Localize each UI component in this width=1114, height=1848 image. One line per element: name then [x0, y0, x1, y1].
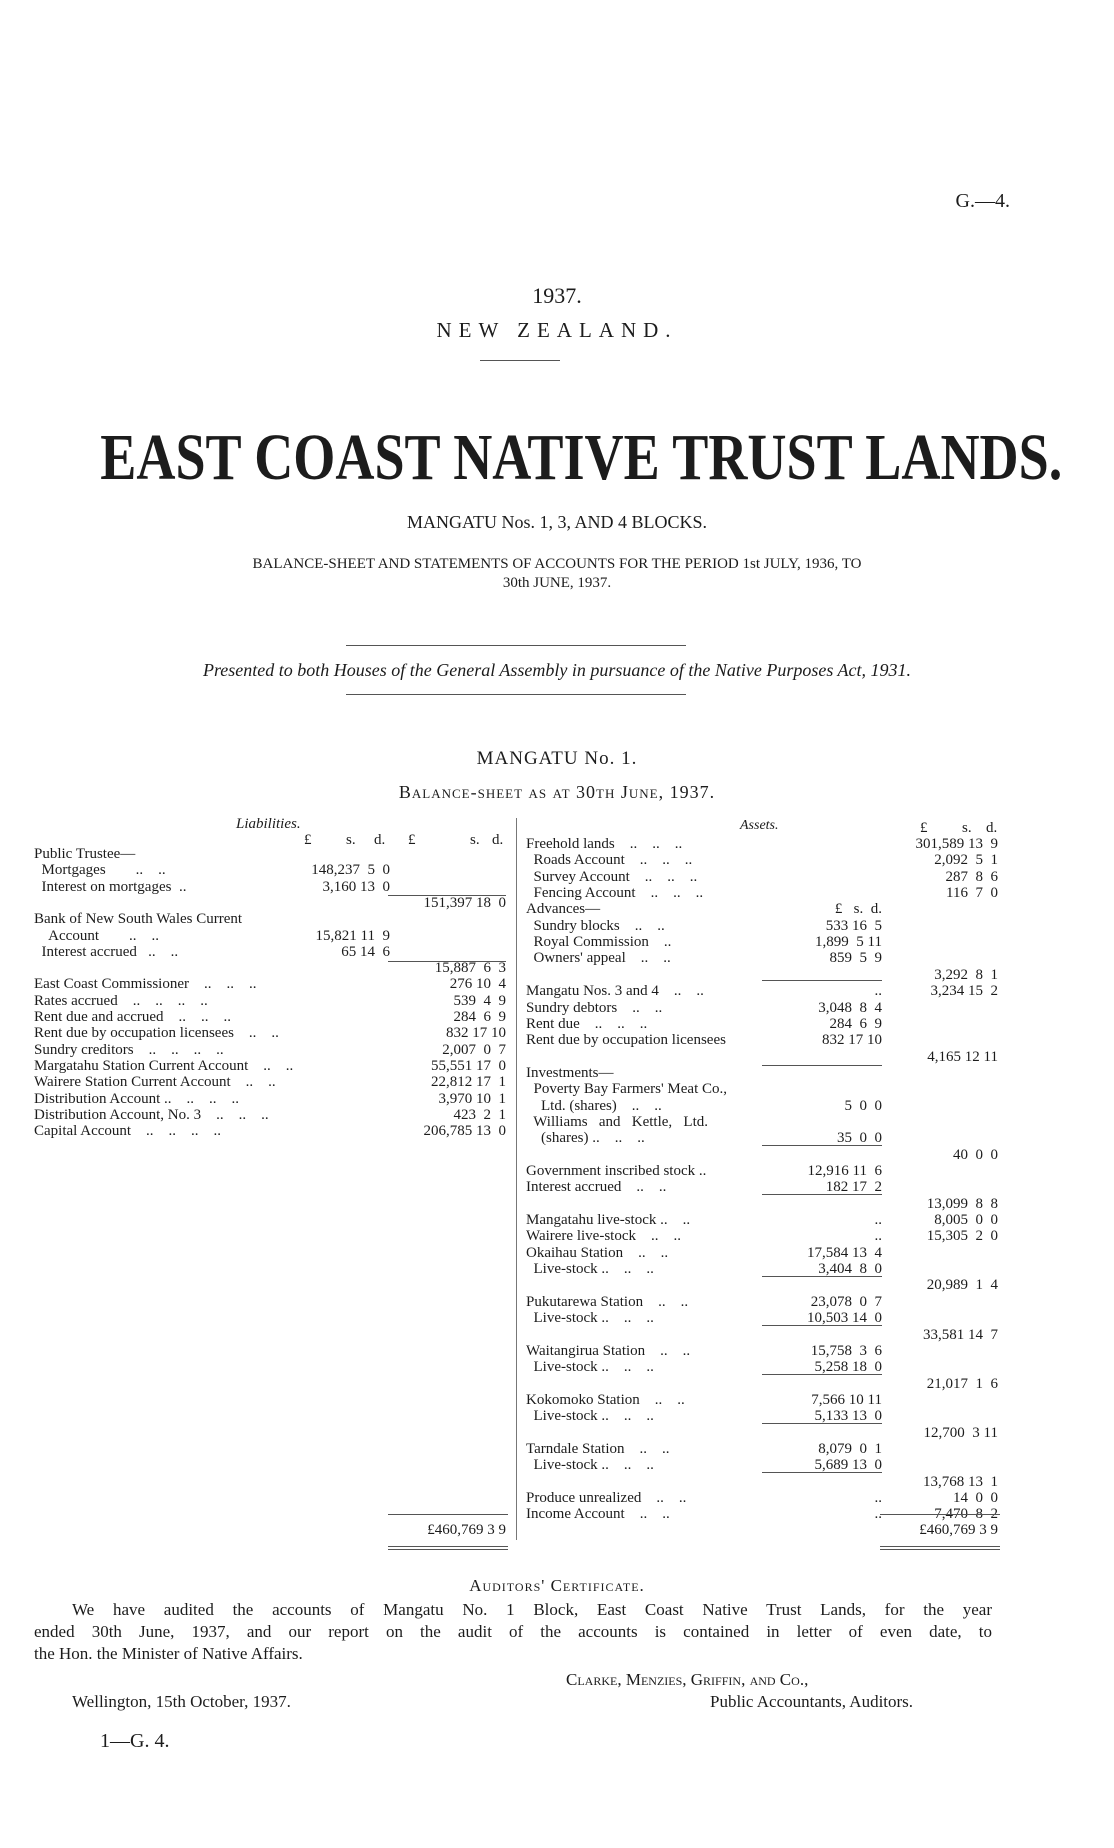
total-rule [880, 1546, 1000, 1547]
row-amount-inner: 7,566 10 11 [811, 1391, 882, 1408]
row-label: (shares) .. .. .. [526, 1130, 645, 1147]
statement-line-1: BALANCE-SHEET AND STATEMENTS OF ACCOUNTS FOR THE PERIOD 1st JULY, 1936, TO [252, 556, 862, 572]
liabilities-heading: Liabilities. [236, 816, 301, 832]
row-label: Sundry blocks .. .. [526, 917, 665, 934]
auditors-heading: Auditors' Certificate. [469, 1576, 645, 1595]
row-label: Capital Account .. .. .. .. [34, 1123, 222, 1140]
row-label: Live-stock .. .. .. [526, 1408, 654, 1425]
auditors-role: Public Accountants, Auditors. [710, 1692, 914, 1711]
page-footer: 1—G. 4. [100, 1730, 170, 1752]
row-label: Mangatu Nos. 3 and 4 .. .. [526, 983, 704, 1000]
total-rule [388, 1546, 508, 1547]
subtotal-rule [388, 895, 506, 896]
row-label: Interest on mortgages .. [34, 878, 187, 895]
row-amount-inner: 1,899 5 11 [815, 934, 882, 951]
row-label: Waitangirua Station .. .. [526, 1342, 691, 1359]
subtotal-rule [762, 980, 882, 981]
row-label: Freehold lands .. .. .. [526, 836, 683, 852]
row-label: Produce unrealized .. .. [526, 1490, 687, 1506]
row-label: Mangatahu live-stock .. .. [526, 1212, 691, 1229]
row-amount-total: 3,292 8 1 [934, 966, 998, 983]
document-subtitle: MANGATU Nos. 1, 3, AND 4 BLOCKS. [406, 512, 708, 532]
row-amount-inner: .. [874, 1212, 882, 1229]
row-amount-total: 116 7 0 [946, 885, 998, 902]
row-label: Royal Commission .. [526, 934, 672, 951]
section-title: MANGATU No. 1. [476, 748, 638, 769]
row-amount-total: 13,099 8 8 [926, 1195, 998, 1212]
row-label: Roads Account .. .. .. [526, 852, 693, 869]
auditors-firm: Clarke, Menzies, Griffin, and Co., [566, 1670, 809, 1689]
row-label: Sundry creditors .. .. .. .. [34, 1041, 224, 1058]
row-amount-total: 276 10 4 [449, 976, 506, 993]
row-label: Account .. .. [34, 927, 159, 944]
row-amount-total: 15,887 6 3 [434, 960, 506, 977]
row-amount-inner: 15,821 11 9 [315, 927, 390, 944]
subtotal-rule [762, 1472, 882, 1473]
row-amount-total: 55,551 17 0 [431, 1057, 506, 1074]
row-amount-inner: 533 16 5 [825, 917, 882, 934]
row-amount-total: 3,234 15 2 [930, 983, 998, 1000]
row-label: Live-stock .. .. .. [526, 1261, 654, 1278]
row-label: Advances— [526, 901, 601, 918]
row-label: Kokomoko Station .. .. [526, 1391, 685, 1408]
row-amount-total: 12,700 3 11 [923, 1424, 998, 1441]
row-amount-inner: £ s. d. [834, 901, 882, 918]
place-date: Wellington, 15th October, 1937. [72, 1692, 291, 1711]
row-label: Pukutarewa Station .. .. [526, 1293, 689, 1310]
row-label: Distribution Account .. .. .. .. [34, 1090, 239, 1107]
row-label: Interest accrued .. .. [34, 943, 179, 960]
row-amount-total: 4,165 12 11 [927, 1048, 998, 1065]
total-rule [388, 1549, 508, 1550]
row-amount-inner: 12,916 11 6 [807, 1163, 882, 1179]
row-amount-inner: 23,078 0 7 [810, 1293, 882, 1310]
row-amount-inner: 5,258 18 0 [814, 1359, 882, 1376]
divider [346, 694, 686, 695]
row-amount-inner: 3,404 8 0 [818, 1261, 882, 1278]
row-amount-inner: 35 0 0 [837, 1130, 882, 1147]
row-amount-inner: 3,048 8 4 [818, 999, 882, 1016]
total-rule [880, 1549, 1000, 1550]
assets-heading: Assets. [740, 818, 779, 833]
row-label: Distribution Account, No. 3 .. .. .. [34, 1106, 269, 1123]
row-amount-total: 33,581 14 7 [923, 1326, 998, 1343]
row-amount-total: 14 0 0 [953, 1490, 998, 1506]
row-amount-total: 8,005 0 0 [934, 1212, 998, 1229]
row-amount-inner: 15,758 3 6 [810, 1342, 882, 1359]
row-label: Tarndale Station .. .. [526, 1440, 670, 1457]
row-amount-inner: 8,079 0 1 [818, 1440, 882, 1457]
row-label: Ltd. (shares) .. .. [526, 1097, 662, 1114]
subtotal-rule [762, 1374, 882, 1375]
statement-line-2: 30th JUNE, 1937. [502, 575, 612, 591]
subtotal-rule [762, 1065, 882, 1066]
row-label: Live-stock .. .. .. [526, 1457, 654, 1474]
row-amount-total: 21,017 1 6 [926, 1375, 998, 1392]
document-reference: G.—4. [955, 190, 1010, 212]
row-amount-total: 284 6 9 [453, 1009, 506, 1025]
row-label: Sundry debtors .. .. [526, 999, 663, 1016]
row-label: Investments— [526, 1064, 614, 1081]
row-label: Okaihau Station .. .. [526, 1244, 669, 1261]
row-label: Live-stock .. .. .. [526, 1359, 654, 1376]
row-amount-inner: .. [874, 1228, 882, 1245]
subtotal-rule [388, 961, 506, 962]
divider [480, 360, 560, 361]
document-title: EAST COAST NATIVE TRUST LANDS. [100, 421, 1063, 494]
total-rule [388, 1514, 508, 1515]
row-amount-inner: 284 6 9 [829, 1015, 882, 1032]
subtotal-rule [762, 1325, 882, 1326]
auditors-text-line-3: the Hon. the Minister of Native Affairs. [34, 1644, 303, 1663]
row-amount-total: 22,812 17 1 [431, 1074, 506, 1091]
row-label: Margatahu Station Current Account .. .. [34, 1057, 294, 1074]
row-amount-inner: 65 14 6 [341, 943, 390, 960]
row-label: Rent due by occupation licensees [526, 1032, 726, 1049]
row-label: Wairere Station Current Account .. .. [34, 1074, 276, 1091]
row-amount-total: 3,970 10 1 [438, 1090, 506, 1107]
row-label: Interest accrued .. .. [526, 1179, 667, 1196]
subtotal-rule [762, 1276, 882, 1277]
year: 1937. [532, 283, 582, 308]
row-label: Live-stock .. .. .. [526, 1310, 654, 1327]
subtotal-rule [762, 1194, 882, 1195]
row-amount-inner: 17,584 13 4 [807, 1244, 882, 1261]
row-amount-total: 20,989 1 4 [926, 1277, 998, 1294]
row-amount-inner: .. [874, 1490, 882, 1506]
row-label: Bank of New South Wales Current [34, 911, 243, 928]
row-label: Rates accrued .. .. .. .. [34, 992, 208, 1009]
row-label: Government inscribed stock .. [526, 1163, 707, 1179]
assets-total: £460,769 3 9 [919, 1522, 998, 1538]
row-label: East Coast Commissioner .. .. .. [34, 976, 257, 993]
row-label: Fencing Account .. .. .. [526, 885, 704, 902]
column-separator [516, 818, 517, 1540]
row-amount-inner: 182 17 2 [825, 1179, 882, 1196]
country: NEW ZEALAND. [436, 318, 678, 342]
row-label: Rent due by occupation licensees .. .. [34, 1025, 279, 1042]
row-label: Poverty Bay Farmers' Meat Co., [526, 1081, 728, 1098]
row-amount-inner: .. [874, 1506, 882, 1523]
row-amount-total: 206,785 13 0 [423, 1123, 506, 1140]
row-label: Rent due and accrued .. .. .. [34, 1009, 232, 1025]
row-amount-total: 2,007 0 7 [442, 1041, 506, 1058]
subtotal-rule [762, 1423, 882, 1424]
row-label: Williams and Kettle, Ltd. [526, 1113, 709, 1130]
total-rule [880, 1514, 1000, 1515]
row-amount-inner: .. [874, 983, 882, 1000]
row-amount-total: 13,768 13 1 [923, 1473, 998, 1490]
row-amount-inner: 832 17 10 [822, 1032, 882, 1049]
row-amount-total: 301,589 13 9 [915, 836, 998, 852]
row-amount-total: 539 4 9 [453, 992, 506, 1009]
row-amount-total: 2,092 5 1 [934, 852, 998, 869]
presented-note: Presented to both Houses of the General Assembly in pursuance of the Native Purposes Act, 1931. [202, 660, 912, 680]
row-label: Mortgages .. .. [34, 862, 166, 879]
row-amount-total: 15,305 2 0 [926, 1228, 998, 1245]
row-label: Owners' appeal .. .. [526, 950, 671, 967]
row-amount-total: 832 17 10 [446, 1025, 506, 1042]
row-amount-inner: 5 0 0 [844, 1097, 882, 1114]
row-label: Public Trustee— [34, 846, 136, 862]
row-label: Income Account .. .. [526, 1506, 670, 1523]
row-label: Wairere live-stock .. .. [526, 1228, 681, 1245]
liabilities-total: £460,769 3 9 [427, 1522, 506, 1538]
row-amount-total: 287 8 6 [945, 868, 998, 885]
row-amount-inner: 5,133 13 0 [814, 1408, 882, 1425]
row-amount-inner: 859 5 9 [829, 950, 882, 967]
balance-sheet-title: Balance-sheet as at 30th June, 1937. [398, 782, 716, 802]
row-amount-inner: 3,160 13 0 [322, 878, 390, 895]
row-amount-total: 7,470 8 2 [934, 1506, 998, 1523]
row-amount-inner: 148,237 5 0 [311, 862, 390, 879]
row-label: Survey Account .. .. .. [526, 868, 698, 885]
row-label: Rent due .. .. .. [526, 1015, 648, 1032]
row-amount-total: 423 2 1 [453, 1106, 506, 1123]
row-amount-inner: 5,689 13 0 [814, 1457, 882, 1474]
auditors-text-line-1: We have audited the accounts of Mangatu No. 1 Block, East Coast Native Trust Lands, for the year [72, 1600, 992, 1619]
subtotal-rule [762, 1145, 882, 1146]
row-amount-inner: 10,503 14 0 [807, 1310, 882, 1327]
row-amount-total: 40 0 0 [953, 1146, 998, 1163]
auditors-text-line-2: ended 30th June, 1937, and our report on the audit of the accounts is contained in letter of even date, to [34, 1622, 992, 1641]
divider [346, 645, 686, 646]
row-amount-total: 151,397 18 0 [423, 894, 506, 911]
